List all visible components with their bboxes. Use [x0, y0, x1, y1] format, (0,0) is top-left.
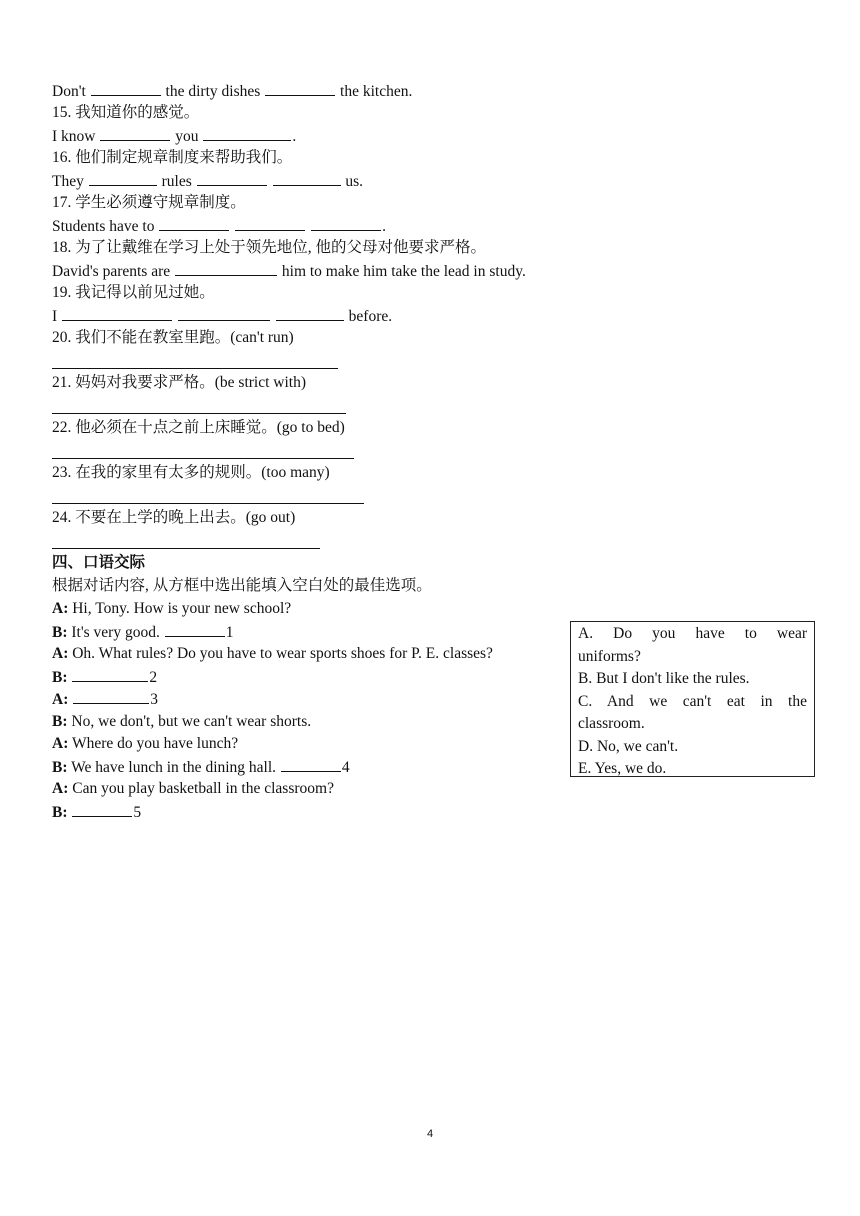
q24-prompt: 24. 不要在上学的晚上出去。(go out)	[52, 509, 296, 526]
q17-text-a: Students have to	[52, 218, 155, 235]
q17-blank-3[interactable]	[311, 215, 381, 231]
q14-text-c: the kitchen.	[340, 83, 413, 100]
q17-text-c: .	[382, 218, 386, 235]
q16-chinese: 16. 他们制定规章制度来帮助我们。	[52, 149, 293, 166]
options-box	[570, 621, 815, 777]
q18-english-line	[52, 260, 526, 283]
speaker-label: B:	[52, 804, 68, 821]
section-4-title: 四、口语交际	[52, 554, 146, 571]
q19-blank-3[interactable]	[276, 305, 344, 321]
q16-text-a: They	[52, 173, 84, 190]
option-c-line-1: C. And we can't eat in the	[578, 692, 807, 710]
page-number: 4	[426, 1128, 434, 1140]
speaker-label: A:	[52, 735, 69, 752]
section-4-instruction: 根据对话内容, 从方框中选出能填入空白处的最佳选项。	[52, 577, 432, 594]
q16-text-b: rules	[161, 173, 192, 190]
q19-blank-1[interactable]	[62, 305, 172, 321]
dialogue-line	[52, 666, 157, 689]
dialogue-text: Can you play basketball in the classroom?	[72, 780, 334, 797]
dialogue-line	[52, 598, 291, 620]
q23-answer-line[interactable]	[52, 503, 364, 504]
q19-text-c: before.	[348, 308, 393, 325]
q18-text-a: David's parents are	[52, 263, 171, 280]
dialogue-text: No, we don't, but we can't wear shorts.	[71, 713, 312, 730]
blank-number: 1	[225, 624, 234, 641]
q16-blank-3[interactable]	[273, 170, 341, 186]
dialogue-text: Where do you have lunch?	[71, 735, 239, 752]
blank-number: 5	[133, 804, 142, 821]
q17-blank-1[interactable]	[159, 215, 229, 231]
q15-text-b: you	[175, 128, 199, 145]
q18-chinese: 18. 为了让戴维在学习上处于领先地位, 他的父母对他要求严格。	[52, 239, 487, 256]
q15-text-c: .	[292, 128, 297, 145]
q15-text-a: I know	[52, 128, 96, 145]
q18-blank-1[interactable]	[175, 260, 277, 276]
q19-english-line	[52, 305, 392, 328]
q14-english-line	[52, 80, 412, 103]
blank-number: 4	[341, 759, 350, 776]
speaker-label: A:	[52, 691, 69, 708]
answer-blank-2[interactable]	[72, 666, 148, 682]
q15-english-line	[52, 125, 296, 148]
q17-chinese: 17. 学生必须遵守规章制度。	[52, 194, 246, 211]
speaker-label: A:	[52, 780, 69, 797]
dialogue-text: It's very good.	[71, 624, 160, 641]
q14-text-b: the dirty dishes	[165, 83, 261, 100]
speaker-label: B:	[52, 713, 68, 730]
q22-answer-line[interactable]	[52, 458, 354, 459]
q17-english-line	[52, 215, 386, 238]
q14-blank-1[interactable]	[91, 80, 161, 96]
dialogue-line	[52, 711, 311, 733]
q14-blank-2[interactable]	[265, 80, 335, 96]
q24-answer-line[interactable]	[52, 548, 320, 549]
option-b: B. But I don't like the rules.	[578, 670, 750, 687]
q16-text-c: us.	[345, 173, 364, 190]
answer-blank-4[interactable]	[281, 756, 341, 772]
q19-chinese: 19. 我记得以前见过她。	[52, 284, 215, 301]
q21-prompt: 21. 妈妈对我要求严格。(be strict with)	[52, 374, 307, 391]
option-a-line-1: A. Do you have to wear	[578, 625, 807, 642]
option-d: D. No, we can't.	[578, 737, 679, 755]
q18-text-b: him to make him take the lead in study.	[281, 263, 526, 280]
speaker-label: B:	[52, 669, 68, 686]
q20-prompt: 20. 我们不能在教室里跑。(can't run)	[52, 329, 294, 346]
q23-prompt: 23. 在我的家里有太多的规则。(too many)	[52, 464, 330, 481]
option-c-line-2: classroom.	[578, 715, 645, 732]
dialogue-text: Hi, Tony. How is your new school?	[72, 600, 292, 617]
dialogue-line	[52, 778, 334, 800]
answer-blank-5[interactable]	[72, 801, 132, 817]
dialogue-line	[52, 621, 233, 644]
q16-blank-1[interactable]	[89, 170, 157, 186]
speaker-label: B:	[52, 624, 68, 641]
q15-blank-2[interactable]	[203, 125, 291, 141]
dialogue-text: Oh. What rules? Do you have to wear sports shoes for P. E. classes?	[72, 645, 493, 662]
answer-blank-3[interactable]	[73, 688, 149, 704]
dialogue-line	[52, 733, 238, 755]
dialogue-line	[52, 643, 493, 665]
dialogue-line	[52, 756, 350, 779]
q21-answer-line[interactable]	[52, 413, 346, 414]
answer-blank-1[interactable]	[165, 621, 225, 637]
dialogue-line	[52, 801, 141, 824]
speaker-label: A:	[52, 600, 69, 617]
dialogue-line	[52, 688, 158, 711]
q14-text-a: Don't	[52, 83, 86, 100]
option-e: E. Yes, we do.	[578, 760, 667, 777]
blank-number: 3	[150, 691, 158, 708]
q16-english-line	[52, 170, 363, 193]
q22-prompt: 22. 他必须在十点之前上床睡觉。(go to bed)	[52, 419, 345, 436]
blank-number: 2	[149, 669, 158, 686]
speaker-label: A:	[52, 645, 69, 662]
q19-text-a: I	[52, 308, 58, 325]
q19-blank-2[interactable]	[178, 305, 270, 321]
option-a-line-2: uniforms?	[578, 647, 641, 665]
speaker-label: B:	[52, 759, 68, 776]
q17-blank-2[interactable]	[235, 215, 305, 231]
q15-blank-1[interactable]	[100, 125, 170, 141]
q16-blank-2[interactable]	[197, 170, 267, 186]
q20-answer-line[interactable]	[52, 368, 338, 369]
dialogue-text: We have lunch in the dining hall.	[71, 759, 277, 776]
q15-chinese: 15. 我知道你的感觉。	[52, 104, 200, 121]
